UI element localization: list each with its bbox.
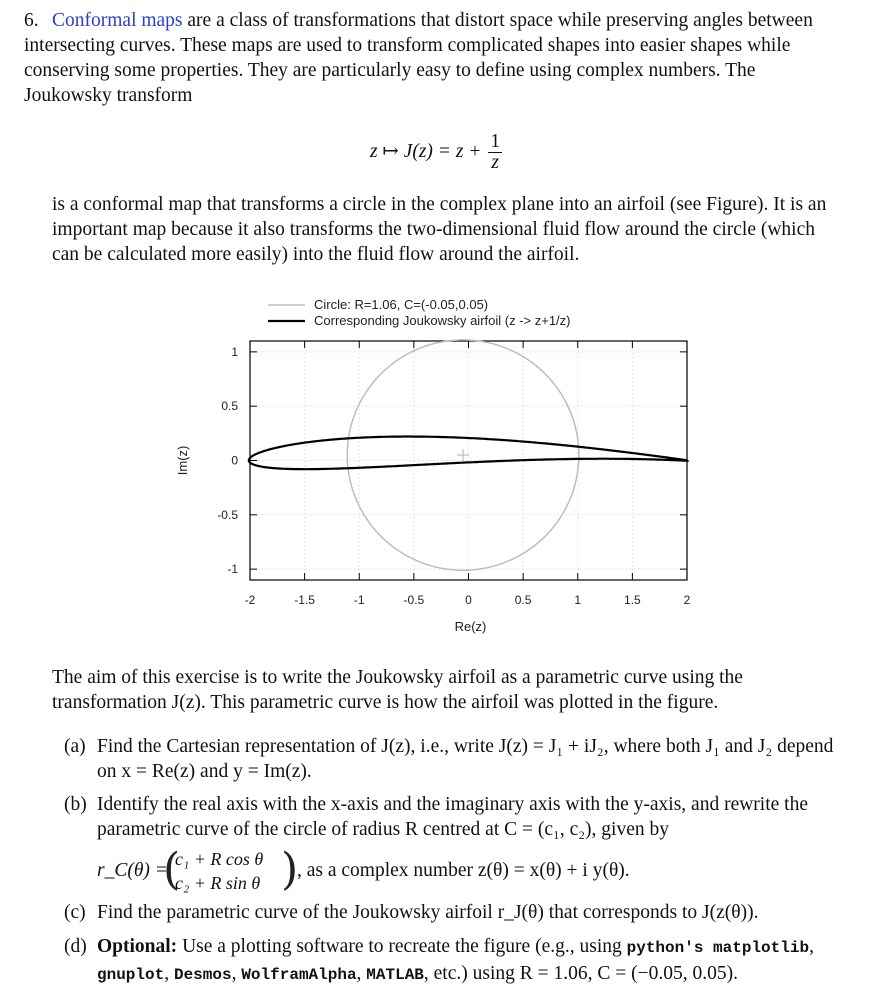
plot-frame <box>250 341 687 580</box>
item-c-label: (c) <box>64 902 86 923</box>
paragraph-3: The aim of this exercise is to write the Joukowsky airfoil as a parametric curve using the transformation J(z). This parametric curve is how the airfoil was plotted in the figure. <box>52 667 743 713</box>
item-c-text: Find the parametric curve of the Joukowsky airfoil r_J(θ) that corresponds to J(z(θ)). <box>97 902 759 923</box>
equation-numerator: 1 <box>490 131 501 152</box>
equation-lhs: z ↦ J(z) = z + <box>370 140 482 162</box>
paragraph-2: is a conformal map that transforms a circle in the complex plane into an airfoil (see Figure). It is an important map because it also transforms the two-dimensional fluid flow around the circle (which can be calculated more easily) into the fluid flow around the airfoil. <box>52 194 827 265</box>
equation-fraction <box>488 132 502 173</box>
code-desmos: Desmos <box>173 966 232 984</box>
legend-label-1: Corresponding Joukowsky airfoil (z -> z+1/z) <box>314 313 571 328</box>
item-d-text1: Use a plotting software to recreate the figure (e.g., using <box>182 936 622 957</box>
item-d <box>64 934 834 988</box>
x-tick-label-1: -1.5 <box>294 593 315 607</box>
x-tick-label-3: -0.5 <box>403 593 425 607</box>
y-tick-label-0: 1 <box>231 344 238 359</box>
problem-number: 6. <box>24 10 39 31</box>
item-d-label: (d) <box>64 936 87 957</box>
code-gnuplot: gnuplot <box>97 966 165 984</box>
optional-label: Optional: <box>97 936 178 957</box>
item-b <box>64 792 834 900</box>
rc-vector-top: c₁ + R cos θ <box>175 849 264 869</box>
x-tick-label-6: 1 <box>574 593 582 607</box>
intro-text: are a class of transformations that distort space while preserving angles between intersecting curves. These maps are used to transform complicated shapes into easier shapes while conserving some properties. They are particularly easy to define using complex numbers. The Joukowsky transform <box>24 10 813 106</box>
code-wolfram: WolframAlpha <box>241 966 357 984</box>
y-tick-label-2: 0 <box>231 453 238 468</box>
x-tick-label-5: 0.5 <box>514 593 532 607</box>
x-tick-label-0: -2 <box>244 593 256 607</box>
y-tick-label-3: -0.5 <box>217 507 238 522</box>
problem-intro <box>24 8 836 108</box>
x-tick-label-4: 0 <box>465 593 472 607</box>
item-a-text: Find the Cartesian representation of J(z), i.e., write J(z) = J₁ + iJ₂, where both J₁ and J₂ depend on x = Re(z) and y = Im(z). <box>97 736 834 782</box>
rc-vector-bottom: c₂ + R sin θ <box>175 873 261 893</box>
item-d-text2: etc.) using R = 1.06, C = (−0.05, 0.05). <box>433 963 739 984</box>
item-c <box>64 900 834 925</box>
code-python: python's matplotlib <box>626 939 810 957</box>
conformal-maps-link[interactable]: Conformal maps <box>52 10 183 31</box>
x-tick-label-7: 1.5 <box>624 593 641 607</box>
right-paren: ) <box>281 844 299 895</box>
x-axis-label: Re(z) <box>454 619 487 634</box>
equation-denominator: z <box>491 152 499 173</box>
circle-curve <box>347 340 579 570</box>
rc-lhs: r_C(θ) = <box>97 860 168 881</box>
circle-parametrization <box>97 844 834 900</box>
code-matlab: MATLAB <box>366 966 424 984</box>
item-a-label: (a) <box>64 736 86 757</box>
x-tick-label-8: 2 <box>683 593 691 607</box>
item-b-label: (b) <box>64 794 87 815</box>
legend-label-0: Circle: R=1.06, C=(-0.05,0.05) <box>314 297 489 312</box>
rc-rest: , as a complex number z(θ) = x(θ) + i y(θ). <box>297 860 630 881</box>
airfoil-curve <box>249 437 687 470</box>
y-tick-label-4: -1 <box>227 562 238 577</box>
left-paren: ( <box>163 844 181 895</box>
item-d-text: Optional: Use a plotting software to recreate the figure (e.g., using python's matplotlib, gnuplot, Desmos, WolframAlpha, MATLAB, etc.) using R = 1.06, C = (−0.05, 0.05). <box>97 936 814 984</box>
item-a <box>64 734 834 784</box>
y-tick-label-1: 0.5 <box>221 399 238 414</box>
x-tick-label-2: -1 <box>353 593 365 607</box>
item-b-text: Identify the real axis with the x-axis and the imaginary axis with the y-axis, and rewrite the parametric curve of the circle of radius R centred at C = (c₁, c₂), given by <box>97 794 808 840</box>
joukowsky-equation <box>370 132 502 173</box>
rc-vector <box>175 847 263 895</box>
y-axis-label: Im(z) <box>175 445 190 476</box>
